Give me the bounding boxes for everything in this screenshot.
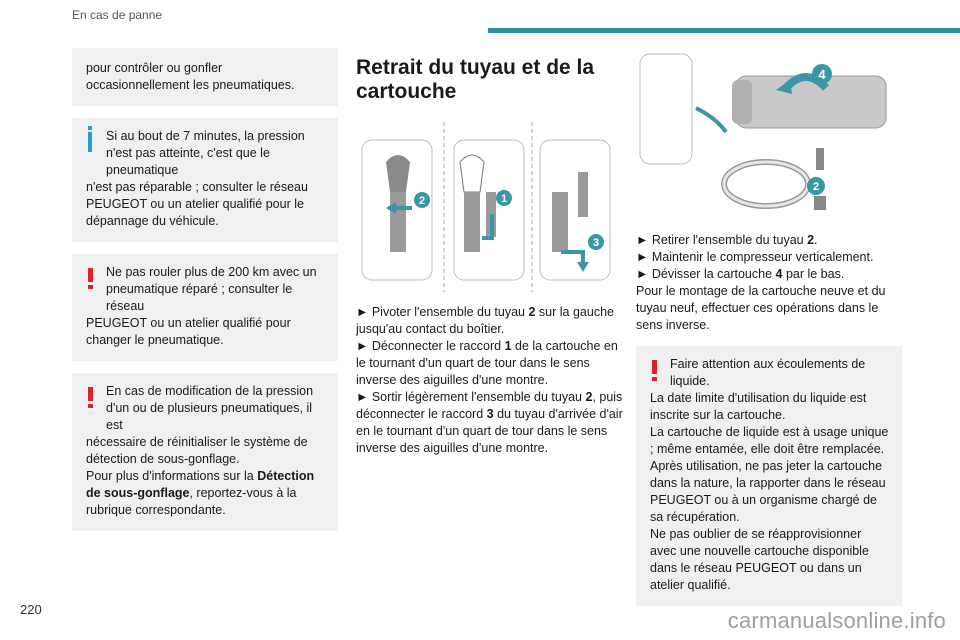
warning-1-first: Ne pas rouler plus de 200 km avec un pneumatique réparé ; consulter le réseau (106, 265, 317, 313)
callout-1: 1 (500, 193, 508, 205)
warning-2-first: En cas de modification de la pression d'un ou de plusieurs pneumatiques, il est (106, 384, 314, 432)
info-note-rest: n'est pas réparable ; consulter le réseau PEUGEOT ou un atelier qualifié pour le dépannage du véhicule. (86, 180, 308, 228)
cartridge-hose-drawing (636, 48, 902, 220)
step-hold-compressor: ► Maintenir le compresseur verticalement. (636, 250, 874, 264)
hose-removal-illustration (356, 122, 626, 292)
intro-text: pour contrôler ou gonfler occasionnellement les pneumatiques. (86, 61, 295, 92)
info-note (72, 118, 338, 242)
warning-liquid-first: Faire attention aux écoulements de liquide. (670, 357, 866, 388)
section-title: Retrait du tuyau et de la cartouche (356, 56, 595, 103)
warning-liquid-restock: Ne pas oublier de se réapprovisionner avec une nouvelle cartouche disponible dans le réseau PEUGEOT ou dans un atelier qualifié. (650, 527, 869, 592)
step-remove-hose: ► Retirer l'ensemble du tuyau 2. (636, 233, 818, 247)
warning-icon (652, 360, 657, 374)
warning-2-more: Pour plus d'informations sur la Détection de sous-gonflage, reportez-vous à la rubrique correspondante. (86, 469, 315, 517)
step-disconnect-1: ► Déconnecter le raccord 1 de la cartouche en le tournant d'un quart de tour dans le sens inverse des aiguilles d'une montre. (356, 339, 618, 387)
step-unscrew-cartridge: ► Dévisser la cartouche 4 par le bas. (636, 267, 845, 281)
step-disconnect-3: ► Sortir légèrement l'ensemble du tuyau 2, puis déconnecter le raccord 3 du tuyau d'arrivée d'air en le tournant d'un quart de tour dans le sens inverse des aiguilles d'une montre. (356, 390, 623, 455)
warning-1-rest: PEUGEOT ou un atelier qualifié pour changer le pneumatique. (86, 316, 291, 347)
step-pivot: ► Pivoter l'ensemble du tuyau 2 sur la gauche jusqu'au contact du boîtier. (356, 305, 614, 336)
steps-removal (356, 304, 626, 457)
warning-icon (88, 268, 93, 282)
callout-2: 2 (418, 195, 426, 207)
info-icon (88, 132, 92, 152)
warning-icon (88, 387, 93, 401)
warning-liquid-single-use: La cartouche de liquide est à usage unique ; même entamée, elle doit être remplacée. (650, 425, 889, 456)
intro-box (72, 48, 338, 106)
header-rule (488, 28, 960, 33)
step-reassembly: Pour le montage de la cartouche neuve et du tuyau neuf, effectuer ces opérations dans le sens inverse. (636, 284, 886, 332)
column-2 (356, 48, 626, 457)
warning-2-rest: nécessaire de réinitialiser le système de détection de sous-gonflage. (86, 435, 308, 466)
warning-note-1 (72, 254, 338, 361)
warning-liquid-date: La date limite d'utilisation du liquide est inscrite sur la cartouche. (650, 391, 867, 422)
callout-3: 3 (592, 237, 600, 249)
column-3 (636, 48, 902, 618)
compressor-steps-drawing (356, 122, 616, 292)
running-header: En cas de panne (72, 8, 163, 22)
callout-2: 2 (812, 181, 820, 193)
info-note-first: Si au bout de 7 minutes, la pression n'est pas atteinte, c'est que le pneumatique (106, 129, 305, 177)
column-1 (72, 48, 338, 543)
steps-cartridge (636, 232, 902, 334)
warning-note-2 (72, 373, 338, 531)
watermark: carmanualsonline.info (727, 608, 946, 633)
page-number: 220 (20, 602, 42, 617)
cartridge-illustration (636, 48, 902, 220)
callout-4: 4 (818, 67, 826, 82)
warning-liquid (636, 346, 902, 606)
warning-liquid-disposal: Après utilisation, ne pas jeter la cartouche dans la nature, la rapporter dans le réseau PEUGEOT ou à un organisme chargé de sa récupération. (650, 459, 886, 524)
